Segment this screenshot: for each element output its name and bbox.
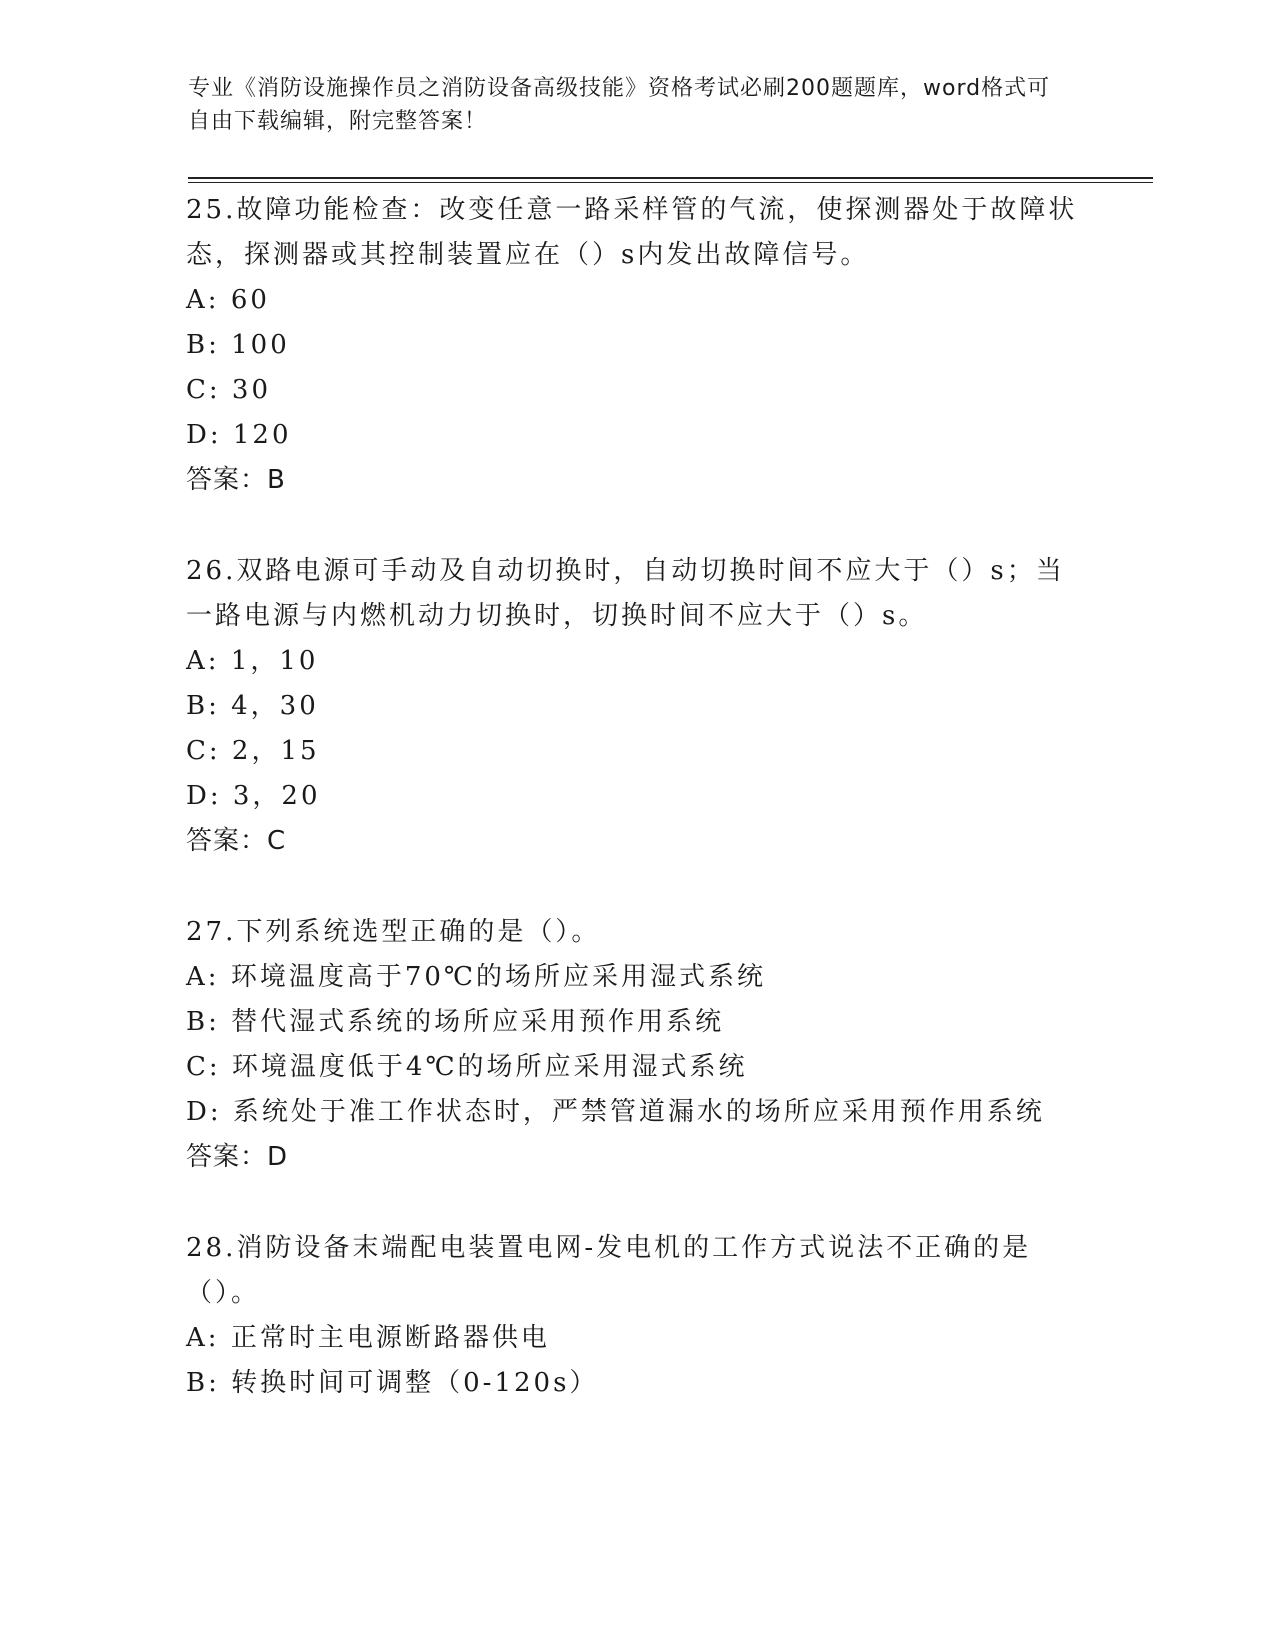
- option-letter: A:: [186, 285, 220, 315]
- option-c: [186, 729, 1086, 774]
- option-text: 100: [231, 330, 290, 360]
- option-text: 环境温度高于70℃的场所应采用湿式系统: [230, 962, 766, 992]
- option-d: [186, 1090, 1086, 1135]
- option-text: 系统处于准工作状态时，严禁管道漏水的场所应采用预作用系统: [232, 1097, 1045, 1127]
- option-letter: D:: [186, 1097, 222, 1127]
- answer-line: 答案：B: [186, 465, 286, 495]
- question-stem: [186, 188, 1086, 278]
- option-a: [186, 639, 1086, 684]
- option-letter: A:: [186, 962, 220, 992]
- question-text: 消防设备末端配电装置电网-发电机的工作方式说法不正确的是（）。: [186, 1233, 1032, 1308]
- question-28: [186, 1226, 1086, 1406]
- option-b: [186, 684, 1086, 729]
- option-text: 120: [232, 420, 292, 450]
- option-letter: C:: [186, 375, 221, 405]
- answer-line: 答案：D: [186, 1142, 289, 1172]
- question-number: 26.: [186, 556, 237, 586]
- option-text: 正常时主电源断路器供电: [230, 1323, 550, 1353]
- option-letter: B:: [186, 330, 220, 360]
- option-a: [186, 1316, 1086, 1361]
- option-letter: B:: [186, 1368, 220, 1398]
- question-stem: [186, 549, 1086, 639]
- option-letter: B:: [186, 691, 220, 721]
- option-text: 1，10: [230, 646, 319, 676]
- option-letter: C:: [186, 1052, 221, 1082]
- question-number: 25.: [186, 195, 237, 225]
- header-title: 专业《消防设施操作员之消防设备高级技能》资格考试必刷200题题库，word格式可自由下载编辑，附完整答案！: [188, 76, 1051, 134]
- option-letter: D:: [186, 781, 222, 811]
- option-d: [186, 413, 1086, 458]
- question-text: 双路电源可手动及自动切换时，自动切换时间不应大于（）s；当一路电源与内燃机动力切换时，切换时间不应大于（）s。: [186, 556, 1065, 631]
- question-text: 故障功能检查：改变任意一路采样管的气流，使探测器处于故障状态，探测器或其控制装置应在（）s内发出故障信号。: [186, 195, 1078, 270]
- option-letter: B:: [186, 1007, 220, 1037]
- option-text: 转换时间可调整（0-120s）: [231, 1368, 599, 1398]
- question-27: [186, 910, 1086, 1180]
- question-26: [186, 549, 1086, 864]
- question-number: 27.: [186, 917, 237, 947]
- question-stem: [186, 910, 1086, 955]
- question-25: [186, 188, 1086, 503]
- question-text: 下列系统选型正确的是（）。: [236, 917, 601, 947]
- option-text: 3，20: [232, 781, 321, 811]
- option-letter: D:: [186, 420, 222, 450]
- document-header: [188, 72, 1068, 138]
- option-b: [186, 1361, 1086, 1406]
- option-a: [186, 955, 1086, 1000]
- option-c: [186, 368, 1086, 413]
- option-text: 替代湿式系统的场所应采用预作用系统: [231, 1007, 725, 1037]
- option-b: [186, 1000, 1086, 1045]
- answer-line: 答案：C: [186, 826, 287, 856]
- option-d: [186, 774, 1086, 819]
- option-c: [186, 1045, 1086, 1090]
- option-a: [186, 278, 1086, 323]
- question-stem: [186, 1226, 1086, 1316]
- option-text: 60: [230, 285, 270, 315]
- option-letter: A:: [186, 646, 220, 676]
- question-number: 28.: [186, 1233, 237, 1263]
- header-divider-thin: [188, 182, 1153, 183]
- option-text: 环境温度低于4℃的场所应采用湿式系统: [231, 1052, 748, 1082]
- option-text: 30: [231, 375, 272, 405]
- option-letter: C:: [186, 736, 221, 766]
- option-letter: A:: [186, 1323, 220, 1353]
- option-b: [186, 323, 1086, 368]
- question-list: [186, 188, 1086, 1452]
- option-text: 2，15: [231, 736, 320, 766]
- header-divider-thick: [188, 177, 1153, 179]
- option-text: 4，30: [231, 691, 319, 721]
